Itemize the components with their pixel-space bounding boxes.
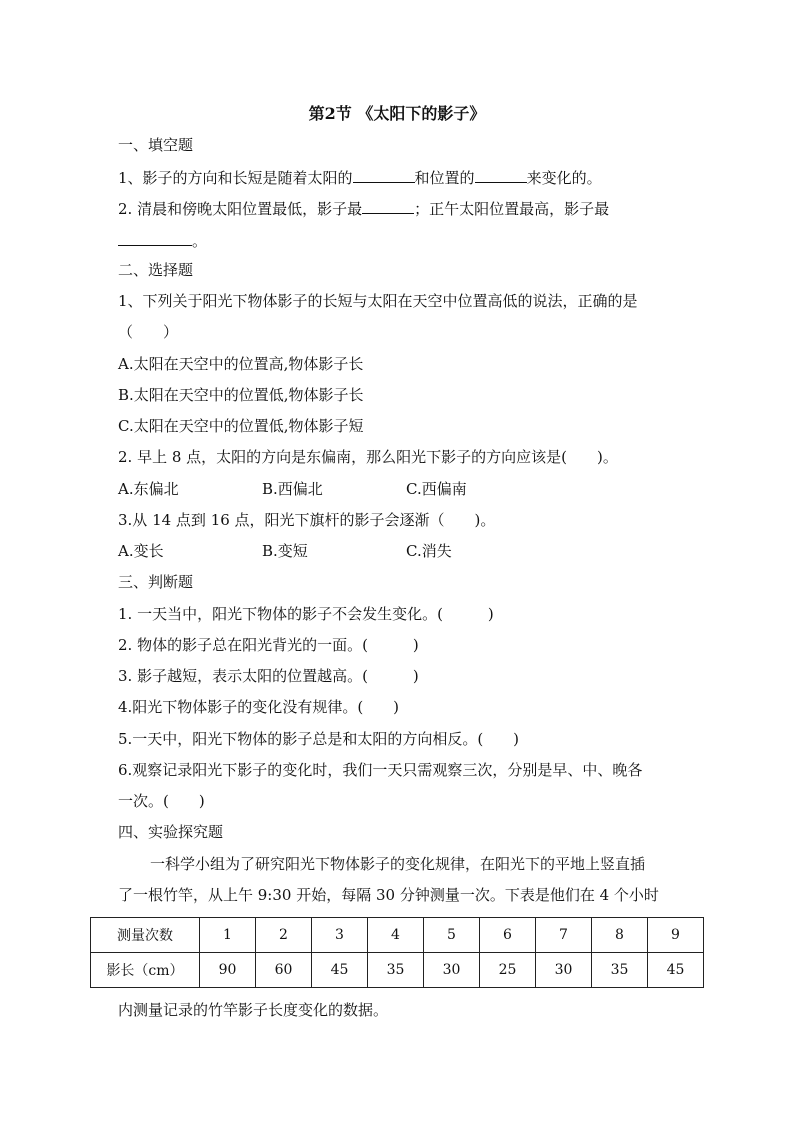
section-4-heading: 四、实验探究题 <box>118 823 224 841</box>
section-1-heading: 一、填空题 <box>118 136 194 154</box>
table-cell: 30 <box>536 953 592 988</box>
judge-item-2[interactable]: 2. 物体的影子总在阳光背光的一面。( ) <box>118 636 419 654</box>
judge-item-4[interactable]: 4.阳光下物体影子的变化没有规律。( ) <box>118 698 400 716</box>
table-cell: 60 <box>256 953 312 988</box>
answer-blank-1[interactable] <box>353 166 415 183</box>
judge-item-6[interactable]: 6.观察记录阳光下影子的变化时，我们一天只需观察三次，分别是早、中、晚各 <box>118 761 643 779</box>
table-cell: 30 <box>424 953 480 988</box>
fill-q2-part-a: 2. 清晨和傍晚太阳位置最低，影子最 <box>118 200 363 218</box>
fill-q1-part-a: 1、影子的方向和长短是随着太阳的 <box>118 169 353 187</box>
choice-question-2: 2. 早上 8 点，太阳的方向是东偏南，那么阳光下影子的方向应该是( )。 <box>118 448 618 466</box>
table-cell: 5 <box>424 918 480 953</box>
choice-question-3: 3.从 14 点到 16 点，阳光下旗杆的影子会逐渐（ )。 <box>118 511 496 529</box>
choice-q1-option-a[interactable]: A.太阳在天空中的位置高,物体影子长 <box>118 355 364 373</box>
table-cell: 6 <box>480 918 536 953</box>
page-title: 第2节 《太阳下的影子》 <box>308 104 486 123</box>
choice-question-1: 1、下列关于阳光下物体影子的长短与太阳在天空中位置高低的说法，正确的是 <box>118 292 638 310</box>
section-3-heading: 三、判断题 <box>118 573 194 591</box>
table-cell: 45 <box>648 953 704 988</box>
answer-blank-2[interactable] <box>475 166 527 183</box>
choice-q3-option-b[interactable]: B.变短 <box>262 542 308 560</box>
judge-item-3[interactable]: 3. 影子越短，表示太阳的位置越高。( ) <box>118 667 419 685</box>
table-cell: 9 <box>648 918 704 953</box>
table-cell: 1 <box>200 918 256 953</box>
judge-item-1[interactable]: 1. 一天当中，阳光下物体的影子不会发生变化。( ) <box>118 605 494 623</box>
fill-q2-part-c: 。 <box>192 232 208 250</box>
choice-q1-option-c[interactable]: C.太阳在天空中的位置低,物体影子短 <box>118 417 364 435</box>
choice-q3-option-a[interactable]: A.变长 <box>118 542 164 560</box>
fill-question-2 <box>118 197 609 219</box>
table-cell: 3 <box>312 918 368 953</box>
choice-q2-option-c[interactable]: C.西偏南 <box>406 480 467 498</box>
judge-item-5[interactable]: 5.一天中，阳光下物体的影子总是和太阳的方向相反。( ) <box>118 730 520 748</box>
choice-q3-option-c[interactable]: C.消失 <box>406 542 452 560</box>
table-row <box>91 918 704 953</box>
table-cell: 2 <box>256 918 312 953</box>
table-row <box>91 953 704 988</box>
shadow-length-table <box>90 917 704 988</box>
table-cell: 90 <box>200 953 256 988</box>
table-cell: 35 <box>368 953 424 988</box>
choice-q2-options <box>118 479 467 499</box>
experiment-paragraph-line-2: 了一根竹竿，从上午 9:30 开始，每隔 30 分钟测量一次。下表是他们在 4 个小时 <box>118 886 659 904</box>
fill-q1-part-c: 来变化的。 <box>526 169 602 187</box>
section-2-heading: 二、选择题 <box>118 261 194 279</box>
fill-q2-part-b: ；正午太阳位置最高，影子最 <box>414 200 610 218</box>
choice-q1-option-b[interactable]: B.太阳在天空中的位置低,物体影子长 <box>118 386 364 404</box>
table-cell: 8 <box>592 918 648 953</box>
answer-blank-3[interactable] <box>362 197 414 214</box>
fill-question-2-continued <box>118 229 207 251</box>
table-cell: 7 <box>536 918 592 953</box>
table-cell: 4 <box>368 918 424 953</box>
fill-question-1 <box>118 166 602 188</box>
choice-q2-option-b[interactable]: B.西偏北 <box>262 480 323 498</box>
choice-q3-options <box>118 541 452 561</box>
fill-q1-part-b: 和位置的 <box>414 169 475 187</box>
experiment-paragraph-line-3: 内测量记录的竹竿影子长度变化的数据。 <box>118 1001 389 1019</box>
choice-q1-paren[interactable]: （ ） <box>118 323 179 341</box>
judge-item-6-continued[interactable]: 一次。( ) <box>118 792 205 810</box>
answer-blank-4[interactable] <box>118 229 192 246</box>
table-cell: 35 <box>592 953 648 988</box>
table-cell: 45 <box>312 953 368 988</box>
table-cell: 25 <box>480 953 536 988</box>
experiment-paragraph-line-1: 一科学小组为了研究阳光下物体影子的变化规律，在阳光下的平地上竖直插 <box>150 855 646 873</box>
choice-q2-option-a[interactable]: A.东偏北 <box>118 480 179 498</box>
table-row-header-length: 影长（cm） <box>91 953 200 988</box>
table-row-header-count: 测量次数 <box>91 918 200 953</box>
